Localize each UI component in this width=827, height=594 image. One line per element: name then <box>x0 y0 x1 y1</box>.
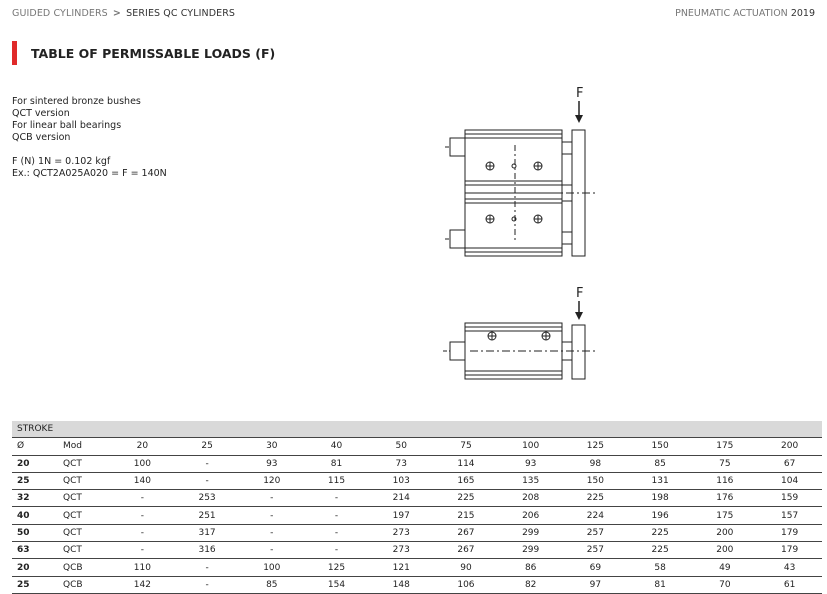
load-cell: 225 <box>563 490 628 507</box>
load-cell: 73 <box>369 455 434 472</box>
load-cell: 148 <box>369 576 434 593</box>
force-label: F <box>576 286 584 301</box>
load-cell: 206 <box>498 507 563 524</box>
load-cell: 257 <box>563 524 628 541</box>
table-row <box>12 507 822 524</box>
load-cell: 215 <box>434 507 499 524</box>
load-cell: 200 <box>757 438 822 455</box>
model-cell: QCT <box>57 542 110 559</box>
load-cell: 104 <box>757 472 822 489</box>
load-cell: 200 <box>692 524 757 541</box>
load-cell: 150 <box>628 438 693 455</box>
load-cell: 85 <box>628 455 693 472</box>
load-cell: 267 <box>434 542 499 559</box>
table-row <box>12 490 822 507</box>
load-cell: 61 <box>757 576 822 593</box>
load-cell: 86 <box>498 559 563 576</box>
model-cell: Mod <box>57 438 110 455</box>
load-cell: 114 <box>434 455 499 472</box>
model-cell: QCB <box>57 576 110 593</box>
load-cell: 75 <box>692 455 757 472</box>
load-cell: - <box>304 542 369 559</box>
load-cell: 81 <box>628 576 693 593</box>
load-cell: 299 <box>498 524 563 541</box>
load-cell: - <box>110 524 175 541</box>
load-cell: 196 <box>628 507 693 524</box>
table-row <box>12 576 822 593</box>
cylinder-front-drawing <box>440 85 610 265</box>
model-cell: QCB <box>57 559 110 576</box>
load-cell: - <box>304 490 369 507</box>
model-cell: QCT <box>57 472 110 489</box>
load-cell: 208 <box>498 490 563 507</box>
desc-line: QCT version <box>12 108 70 119</box>
description <box>12 96 167 180</box>
desc-line: For sintered bronze bushes <box>12 96 141 107</box>
table-row <box>12 472 822 489</box>
breadcrumb-parent[interactable]: GUIDED CYLINDERS <box>12 8 108 19</box>
load-cell: 179 <box>757 542 822 559</box>
load-cell: 75 <box>434 438 499 455</box>
force-arrow-icon <box>575 312 583 320</box>
load-cell: - <box>239 542 304 559</box>
section-year: 2019 <box>790 8 815 19</box>
page-title: TABLE OF PERMISSABLE LOADS (F) <box>31 46 276 61</box>
load-cell: - <box>110 542 175 559</box>
table-row <box>12 542 822 559</box>
desc-line: F (N) 1N = 0.102 kgf <box>12 156 111 167</box>
load-cell: 116 <box>692 472 757 489</box>
breadcrumb <box>12 8 235 19</box>
load-cell: 125 <box>563 438 628 455</box>
load-cell: 20 <box>110 438 175 455</box>
load-cell: 100 <box>498 438 563 455</box>
breadcrumb-separator: > <box>112 8 121 19</box>
load-cell: 135 <box>498 472 563 489</box>
load-cell: 121 <box>369 559 434 576</box>
load-cell: 125 <box>304 559 369 576</box>
load-cell: 251 <box>175 507 240 524</box>
load-cell: 40 <box>304 438 369 455</box>
diameter-cell: 50 <box>12 524 57 541</box>
model-cell: QCT <box>57 524 110 541</box>
load-cell: 58 <box>628 559 693 576</box>
load-cell: 93 <box>239 455 304 472</box>
section-name: PNEUMATIC ACTUATION <box>675 8 788 19</box>
load-cell: 175 <box>692 438 757 455</box>
stroke-header-row <box>12 421 822 438</box>
loads-table <box>12 421 822 594</box>
load-cell: 179 <box>757 524 822 541</box>
load-cell: - <box>304 524 369 541</box>
load-cell: 159 <box>757 490 822 507</box>
load-cell: 198 <box>628 490 693 507</box>
load-cell: 97 <box>563 576 628 593</box>
load-cell: 67 <box>757 455 822 472</box>
diameter-cell: 63 <box>12 542 57 559</box>
desc-line: QCB version <box>12 132 71 143</box>
desc-line: For linear ball bearings <box>12 120 122 131</box>
load-cell: 103 <box>369 472 434 489</box>
diameter-cell: 20 <box>12 559 57 576</box>
load-cell: - <box>239 507 304 524</box>
load-cell: 131 <box>628 472 693 489</box>
cylinder-side-drawing <box>440 283 610 383</box>
load-cell: 25 <box>175 438 240 455</box>
load-cell: 273 <box>369 524 434 541</box>
load-cell: 110 <box>110 559 175 576</box>
load-cell: 299 <box>498 542 563 559</box>
diameter-cell: 32 <box>12 490 57 507</box>
diameter-cell: 25 <box>12 576 57 593</box>
load-cell: - <box>304 507 369 524</box>
load-cell: 176 <box>692 490 757 507</box>
load-cell: 115 <box>304 472 369 489</box>
load-cell: 253 <box>175 490 240 507</box>
load-cell: 81 <box>304 455 369 472</box>
load-cell: 70 <box>692 576 757 593</box>
load-cell: 257 <box>563 542 628 559</box>
load-cell: - <box>175 576 240 593</box>
load-cell: 43 <box>757 559 822 576</box>
force-arrow-icon <box>575 115 583 123</box>
load-cell: 150 <box>563 472 628 489</box>
load-cell: 225 <box>628 524 693 541</box>
desc-line: Ex.: QCT2A025A020 = F = 140N <box>12 168 167 179</box>
diameter-cell: 25 <box>12 472 57 489</box>
diameter-cell: Ø <box>12 438 57 455</box>
load-cell: 175 <box>692 507 757 524</box>
load-cell: 93 <box>498 455 563 472</box>
load-cell: 200 <box>692 542 757 559</box>
title-accent-bar <box>12 41 17 65</box>
load-cell: 154 <box>304 576 369 593</box>
load-cell: 140 <box>110 472 175 489</box>
load-cell: 100 <box>110 455 175 472</box>
load-cell: 30 <box>239 438 304 455</box>
load-cell: 100 <box>239 559 304 576</box>
load-cell: - <box>175 559 240 576</box>
breadcrumb-current: SERIES QC CYLINDERS <box>126 8 236 19</box>
load-cell: - <box>110 490 175 507</box>
stroke-label: STROKE <box>12 421 822 438</box>
load-cell: 98 <box>563 455 628 472</box>
load-cell: 49 <box>692 559 757 576</box>
load-cell: 85 <box>239 576 304 593</box>
load-cell: 82 <box>498 576 563 593</box>
model-cell: QCT <box>57 507 110 524</box>
table-row <box>12 524 822 541</box>
load-cell: 225 <box>628 542 693 559</box>
model-cell: QCT <box>57 490 110 507</box>
load-cell: 157 <box>757 507 822 524</box>
load-cell: - <box>175 472 240 489</box>
load-cell: 267 <box>434 524 499 541</box>
load-cell: - <box>239 524 304 541</box>
load-cell: - <box>175 455 240 472</box>
load-cell: 224 <box>563 507 628 524</box>
load-cell: 165 <box>434 472 499 489</box>
table-row <box>12 559 822 576</box>
model-cell: QCT <box>57 455 110 472</box>
load-cell: 273 <box>369 542 434 559</box>
load-cell: 50 <box>369 438 434 455</box>
table-header-row <box>12 438 822 455</box>
force-label: F <box>576 86 584 101</box>
diameter-cell: 20 <box>12 455 57 472</box>
load-cell: 120 <box>239 472 304 489</box>
section-header <box>675 8 815 19</box>
load-cell: 90 <box>434 559 499 576</box>
diameter-cell: 40 <box>12 507 57 524</box>
load-cell: 106 <box>434 576 499 593</box>
load-cell: 225 <box>434 490 499 507</box>
load-cell: 316 <box>175 542 240 559</box>
load-cell: - <box>110 507 175 524</box>
load-cell: - <box>239 490 304 507</box>
load-cell: 142 <box>110 576 175 593</box>
load-cell: 197 <box>369 507 434 524</box>
load-cell: 214 <box>369 490 434 507</box>
load-cell: 69 <box>563 559 628 576</box>
table-row <box>12 455 822 472</box>
load-cell: 317 <box>175 524 240 541</box>
